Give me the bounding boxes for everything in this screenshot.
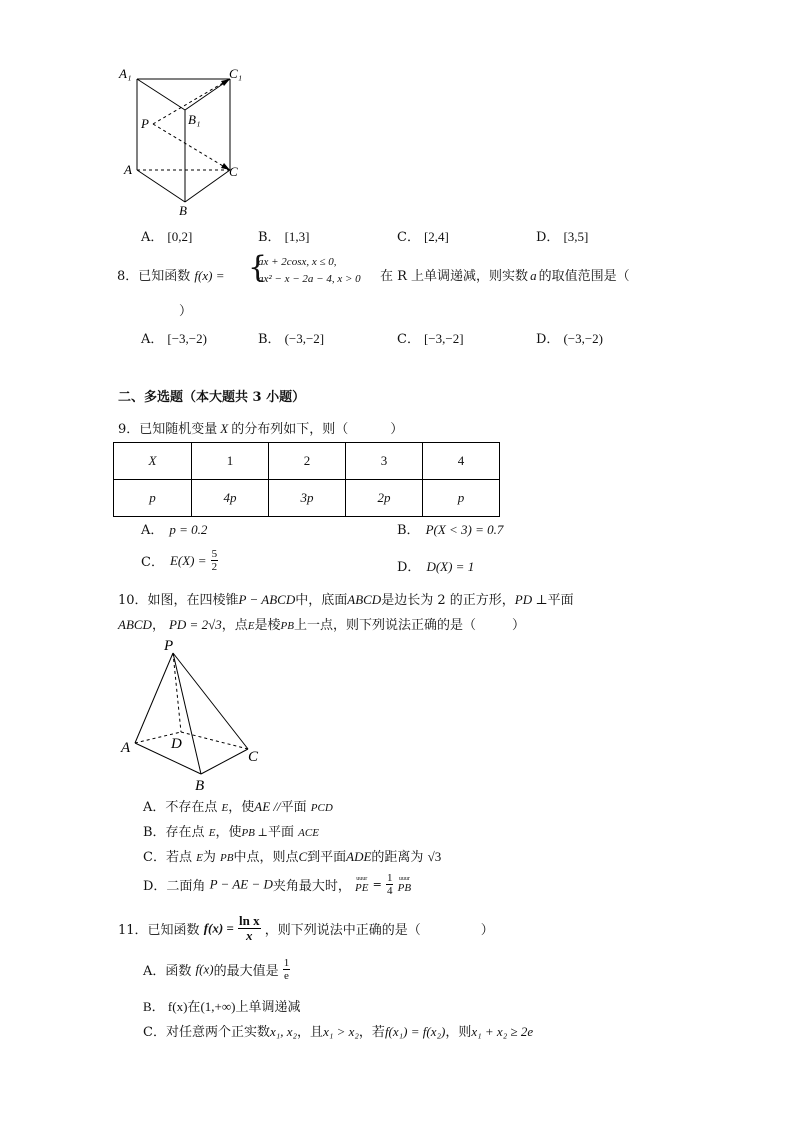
label-a: A [124, 162, 132, 177]
vector-pe: uuur PE [355, 875, 369, 894]
q8-close-paren: ） [179, 304, 193, 319]
q11-option-a: A．函数 f(x)的最大值是 $\frac{1}{e}$ [143, 957, 290, 982]
pyramid-figure [118, 636, 268, 794]
table-cell: X [114, 443, 192, 480]
q7-option-c: C． [2,4] [397, 229, 449, 245]
q11-option-b: B． f(x)在(1,+∞)上单调递减 [143, 999, 301, 1015]
pyr-label-p: P [164, 638, 174, 654]
q8-stem: 8．已知函数 f(x) = [117, 268, 225, 284]
q8-option-a: A． [−3,−2) [141, 331, 207, 347]
q10-option-a: A．不存在点 E，使AE //平面 PCD [143, 799, 333, 815]
label-b: B [179, 203, 187, 218]
table-cell: 2 [269, 443, 346, 480]
table-cell: 2p [346, 480, 423, 517]
q7-option-d: D． [3,5] [536, 229, 589, 245]
q8-option-b: B． (−3,−2] [258, 331, 325, 347]
q11-stem: 11．已知函数 f(x) = $\frac{\text{ln x}}{x}$ ，则下列说法中正确的是（ ） [118, 913, 494, 943]
q10-option-d: D．二面角 P − AE − D夹角最大时， uuur PE = $\frac{1}{4}$ uuur PB [143, 872, 412, 897]
q8-stem-tail: 在 R 上单调递减，则实数 a 的取值范围是（ [380, 268, 630, 284]
prism-figure [115, 62, 255, 222]
distribution-table [113, 442, 500, 517]
table-cell: 1 [192, 443, 269, 480]
vector-pb: uuur PB [397, 875, 412, 894]
q10-option-c: C．若点 E为 PB中点，则点C到平面ADE的距离为 √3 [143, 849, 442, 865]
q9-option-b: B． P(X < 3) = 0.7 [397, 522, 504, 538]
section-2-title: 二、多选题（本大题共 3 小题） [118, 390, 306, 405]
fraction-5-2: $\frac{5}{2}$ [211, 548, 218, 573]
table-cell: 3p [269, 480, 346, 517]
table-cell: 3 [346, 443, 423, 480]
q10-option-b: B．存在点 E，使PB ⊥平面 ACE [143, 825, 319, 840]
pyr-label-b: B [195, 778, 205, 794]
label-a1: A₁ [119, 66, 132, 81]
label-c1: C₁ [229, 66, 243, 81]
q9-option-a: A． p = 0.2 [141, 522, 208, 538]
table-cell: 4p [192, 480, 269, 517]
label-b1: B₁ [188, 112, 201, 127]
fraction-1-4: $\frac{1}{4}$ [386, 872, 393, 897]
table-row [114, 443, 500, 480]
table-cell: 4 [423, 443, 500, 480]
q10-stem-line-1: 10．如图，在四棱锥P − ABCD中，底面ABCD是边长为 2 的正方形，PD ⊥平面 [118, 592, 574, 608]
pyr-label-c: C [248, 749, 259, 765]
label-c: C [229, 164, 238, 179]
q7-option-b: B． [1,3] [258, 229, 310, 245]
q10-stem-line-2: ABCD， PD = 2√3，点E是棱PB上一点，则下列说法正确的是（ ） [118, 617, 525, 633]
q11-option-c: C．对任意两个正实数x₁, x₂，且x₁ > x₂，若f(x₁) = f(x₂)，则x₁ + x₂ ≥ 2e [143, 1024, 534, 1040]
table-cell: p [423, 480, 500, 517]
q8-option-d: D． (−3,−2) [536, 331, 604, 347]
pyr-label-d: D [171, 736, 182, 752]
pyr-label-a: A [121, 740, 131, 756]
fraction-1-e: $\frac{1}{e}$ [283, 957, 290, 982]
q8-piece-1: ax + 2cosx, x ≤ 0, [258, 256, 337, 268]
q9-stem: 9．已知随机变量 X 的分布列如下，则（ ） [118, 421, 404, 437]
q8-option-c: C． [−3,−2] [397, 331, 464, 347]
table-cell: p [114, 480, 192, 517]
q9-option-c: C． E(X) = $\frac{5}{2}$ [141, 548, 218, 573]
q8-brace: { [248, 250, 268, 285]
label-p: P [141, 116, 149, 131]
q8-piece-2: ax² − x − 2a − 4, x > 0 [258, 273, 361, 285]
q7-option-a: A． [0,2] [141, 229, 193, 245]
q9-option-d: D． D(X) = 1 [397, 559, 475, 575]
fraction-lnx-x: $\frac{\text{ln x}}{x}$ [238, 913, 260, 943]
table-row [114, 480, 500, 517]
